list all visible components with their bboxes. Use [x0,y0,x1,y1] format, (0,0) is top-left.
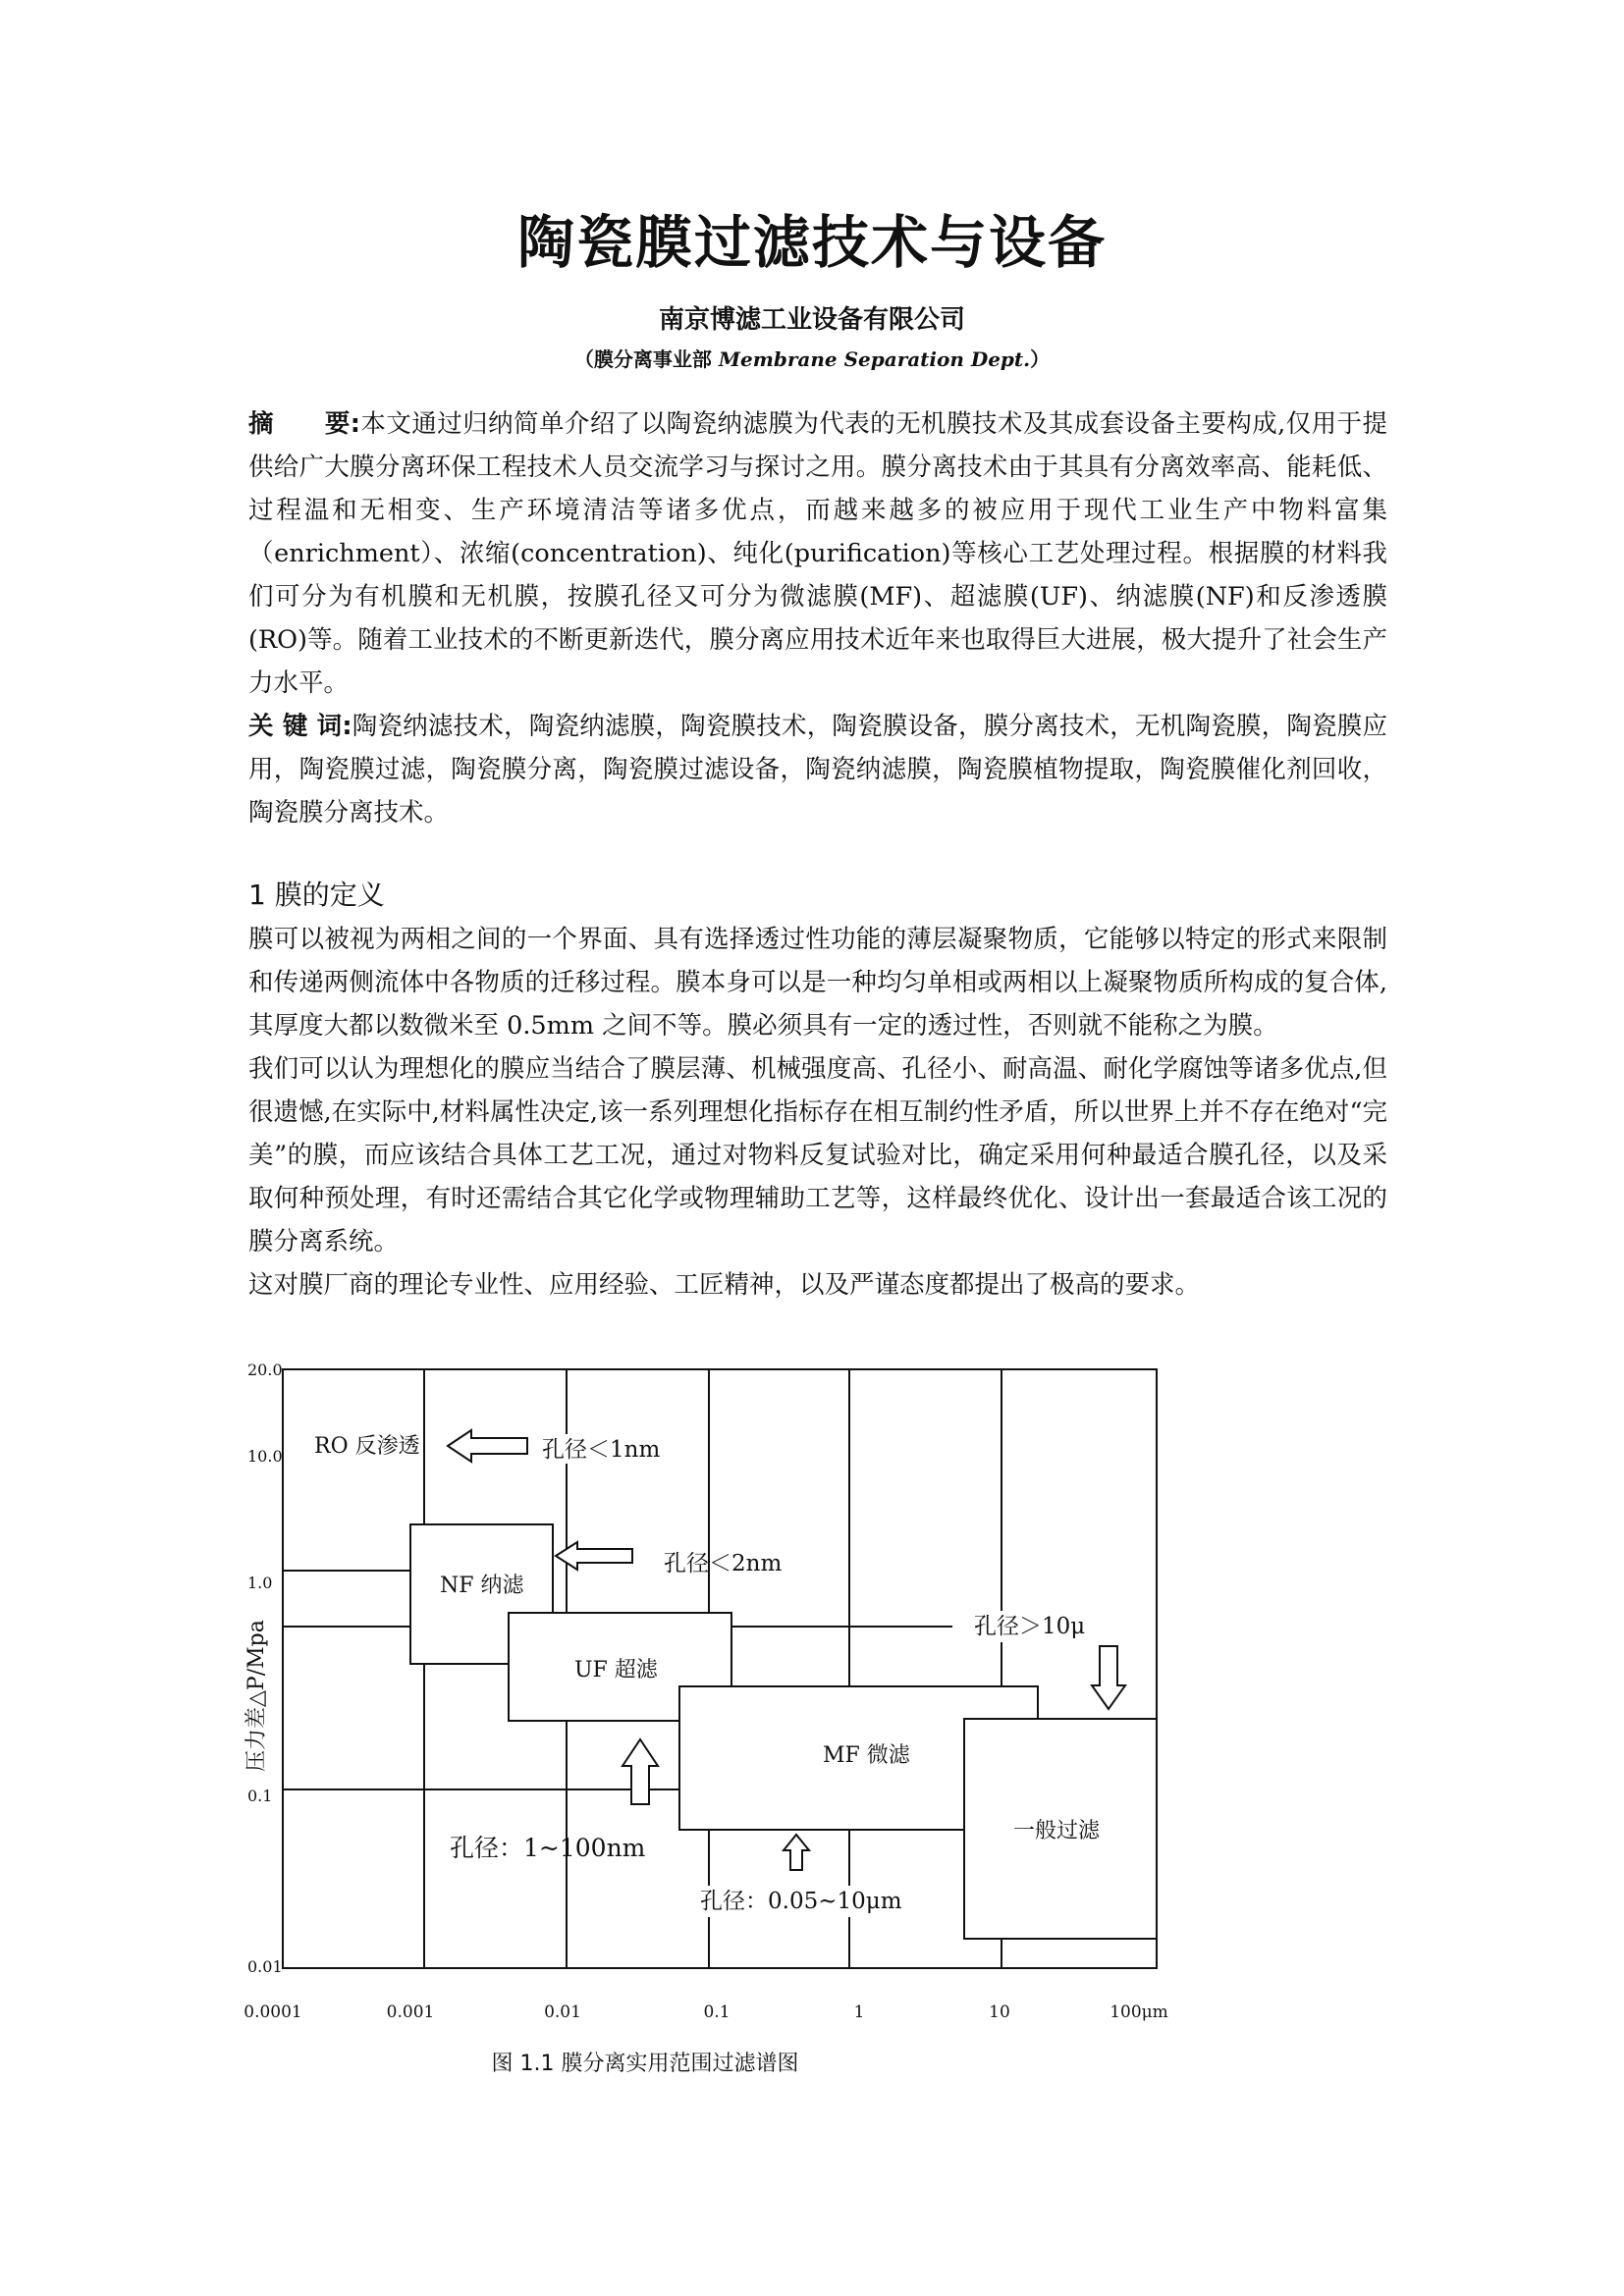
x-tick: 10 [989,2002,1010,2022]
paragraph: 膜可以被视为两相之间的一个界面、具有选择透过性功能的薄层凝聚物质，它能够以特定的形式来限制和传递两侧流体中各物质的迁移过程。膜本身可以是一种均匀单相或两相以上凝聚物质所构成的复合体,其厚度大都以数微米至 0.5mm 之间不等。膜必须具有一定的透过性，否则就不能称之为膜。 [248,925,1387,1041]
arrow-down-icon [1092,1646,1125,1709]
filtration-spectrum-figure [236,1360,1198,2037]
mf-pore-annotation: 孔径：0.05~10μm [700,1889,902,1914]
nf-label: NF 纳滤 [440,1574,524,1598]
abstract-label: 摘 要: [248,409,360,439]
y-tick: 0.01 [247,1957,283,1976]
uf-pore-annotation: 孔径：1~100nm [450,1834,646,1862]
department-line [0,344,1624,372]
general-filtration-label: 一般过滤 [1013,1819,1101,1843]
section-body [248,918,1387,1307]
mf-label: MF 微滤 [823,1743,910,1768]
x-tick: 100μm [1110,2002,1168,2022]
y-tick: 0.1 [247,1787,273,1805]
keywords [248,705,1387,834]
arrow-up-icon [784,1835,809,1870]
dept-english: Membrane Separation Dept. [718,347,1031,371]
ro-label: RO 反渗透 [314,1434,420,1459]
x-tick: 0.001 [386,2002,435,2022]
page-title: 陶瓷膜过滤技术与设备 [516,209,1107,276]
paragraph: 我们可以认为理想化的膜应当结合了膜层薄、机械强度高、孔径小、耐高温、耐化学腐蚀等诸多优点,但很遗憾,在实际中,材料属性决定,该一系列理想化指标存在相互制约性矛盾，所以世界上并不存在绝对“完美”的膜，而应该结合具体工艺工况，通过对物料反复试验对比，确定采用何种最适合膜孔径，以及采取何种预处理，有时还需结合其它化学或物理辅助工艺等，这样最终优化、设计出一套最适合该工况的膜分离系统。 [248,1054,1387,1256]
uf-label: UF 超滤 [574,1658,658,1682]
company-name: 南京博滤工业设备有限公司 [658,305,965,335]
keywords-label: 关 键 词: [248,712,352,741]
y-tick: 20.0 [247,1361,283,1379]
x-tick: 0.01 [544,2002,581,2022]
paragraph: 这对膜厂商的理论专业性、应用经验、工匠精神，以及严谨态度都提出了极高的要求。 [248,1270,1201,1300]
x-tick: 0.0001 [244,2002,302,2022]
abstract [248,402,1387,705]
keywords-text: 陶瓷纳滤技术，陶瓷纳滤膜，陶瓷膜技术，陶瓷膜设备，膜分离技术，无机陶瓷膜，陶瓷膜应用，陶瓷膜过滤，陶瓷膜分离，陶瓷膜过滤设备，陶瓷纳滤膜，陶瓷膜植物提取，陶瓷膜催化剂回收，陶瓷膜分离技术。 [248,712,1387,828]
arrow-up-icon [623,1739,658,1804]
large-pore-annotation: 孔径＞10μ [974,1614,1086,1639]
abstract-text: 本文通过归纳简单介绍了以陶瓷纳滤膜为代表的无机膜技术及其成套设备主要构成,仅用于提供给广大膜分离环保工程技术人员交流学习与探讨之用。膜分离技术由于其具有分离效率高、能耗低、过程温和无相变、生产环境清洁等诸多优点，而越来越多的被应用于现代工业生产中物料富集（enrichment）、浓缩(concentration)、纯化(purification)等核心工艺处理过程。根据膜的材料我们可分为有机膜和无机膜，按膜孔径又可分为微滤膜(MF)、超滤膜(UF)、纳滤膜(NF)和反渗透膜(RO)等。随着工业技术的不断更新迭代，膜分离应用技术近年来也取得巨大进展，极大提升了社会生产力水平。 [248,409,1387,698]
y-tick: 10.0 [247,1447,283,1466]
x-axis-ticks [244,2002,1168,2022]
x-tick: 1 [853,2002,865,2022]
y-axis-label: 压力差△P/Mpa [244,1620,269,1772]
x-tick: 0.1 [703,2002,731,2022]
figure-caption: 图 1.1 膜分离实用范围过滤谱图 [491,2052,799,2076]
dept-open: （膜分离事业部 [573,347,719,371]
dept-close: ） [1030,347,1051,371]
ro-pore-annotation: 孔径＜1nm [542,1437,661,1463]
arrow-left-icon [448,1430,527,1462]
section-heading: 1 膜的定义 [248,879,385,911]
nf-pore-annotation: 孔径＜2nm [664,1551,783,1576]
y-tick: 1.0 [247,1574,273,1592]
